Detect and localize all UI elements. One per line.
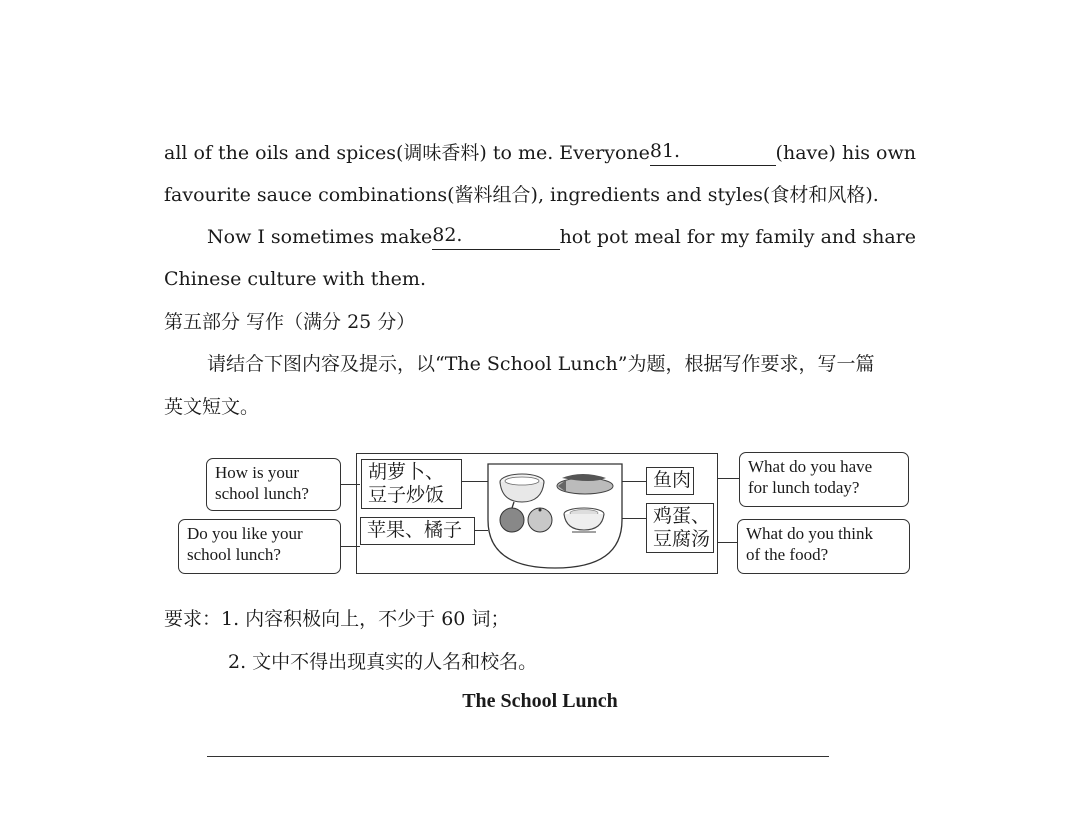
passage-text: Now I sometimes make (207, 226, 433, 248)
food-box-rice (361, 459, 462, 509)
orange-icon (528, 508, 552, 532)
question-what-lunch-today (739, 452, 909, 507)
food-box-fish: 鱼肉 (646, 467, 694, 495)
requirements-label: 要求： (164, 608, 222, 630)
question-like-lunch (178, 519, 341, 574)
food-label: 鸡蛋、 (653, 505, 711, 527)
question-text: What do you think (746, 524, 874, 543)
rice-bowl-icon (500, 474, 544, 502)
passage-text: hot pot meal for my family and share (559, 226, 916, 248)
passage-line-2: favourite sauce combinations(酱料组合), ingredients and styles(食材和风格). (164, 184, 879, 206)
passage-text: (have) his own (775, 142, 916, 164)
essay-title: The School Lunch (462, 690, 618, 712)
question-text: of the food? (746, 545, 829, 564)
passage-line-4: Chinese culture with them. (164, 268, 426, 290)
food-label: 豆腐汤 (653, 528, 711, 550)
blank-81[interactable]: 81. (650, 140, 776, 166)
requirements-line-2: 2. 文中不得出现真实的人名和校名。 (228, 651, 538, 673)
food-box-soup (646, 503, 714, 553)
question-text: What do you have (748, 457, 873, 476)
writing-line[interactable] (207, 756, 829, 757)
passage-line-3 (207, 224, 916, 250)
question-text: Do you like your (187, 524, 303, 543)
food-box-fruit: 苹果、橘子 (360, 517, 475, 545)
question-text: school lunch? (187, 545, 281, 564)
connector (718, 542, 738, 543)
question-text: school lunch? (215, 484, 309, 503)
blank-82[interactable]: 82. (432, 224, 559, 250)
passage-text: all of the oils and spices(调味香料) to me. Everyone (164, 142, 650, 164)
requirements-line-1 (164, 606, 916, 632)
food-label: 豆子炒饭 (368, 484, 445, 506)
connector (718, 478, 740, 479)
food-label: 胡萝卜、 (368, 461, 445, 483)
question-think-of-food (737, 519, 910, 574)
question-text: for lunch today? (748, 478, 860, 497)
instruction-line-2: 英文短文。 (164, 396, 260, 418)
section-heading: 第五部分 写作（满分 25 分） (164, 311, 416, 333)
instruction-line-1: 请结合下图内容及提示，以“The School Lunch”为题，根据写作要求，写一篇 (207, 353, 875, 375)
question-how-is-lunch (206, 458, 341, 511)
requirement-item: 1. 内容积极向上，不少于 60 词； (221, 608, 510, 630)
passage-line-1 (164, 140, 916, 166)
lunch-tray-illustration (486, 462, 624, 570)
question-text: How is your (215, 463, 300, 482)
